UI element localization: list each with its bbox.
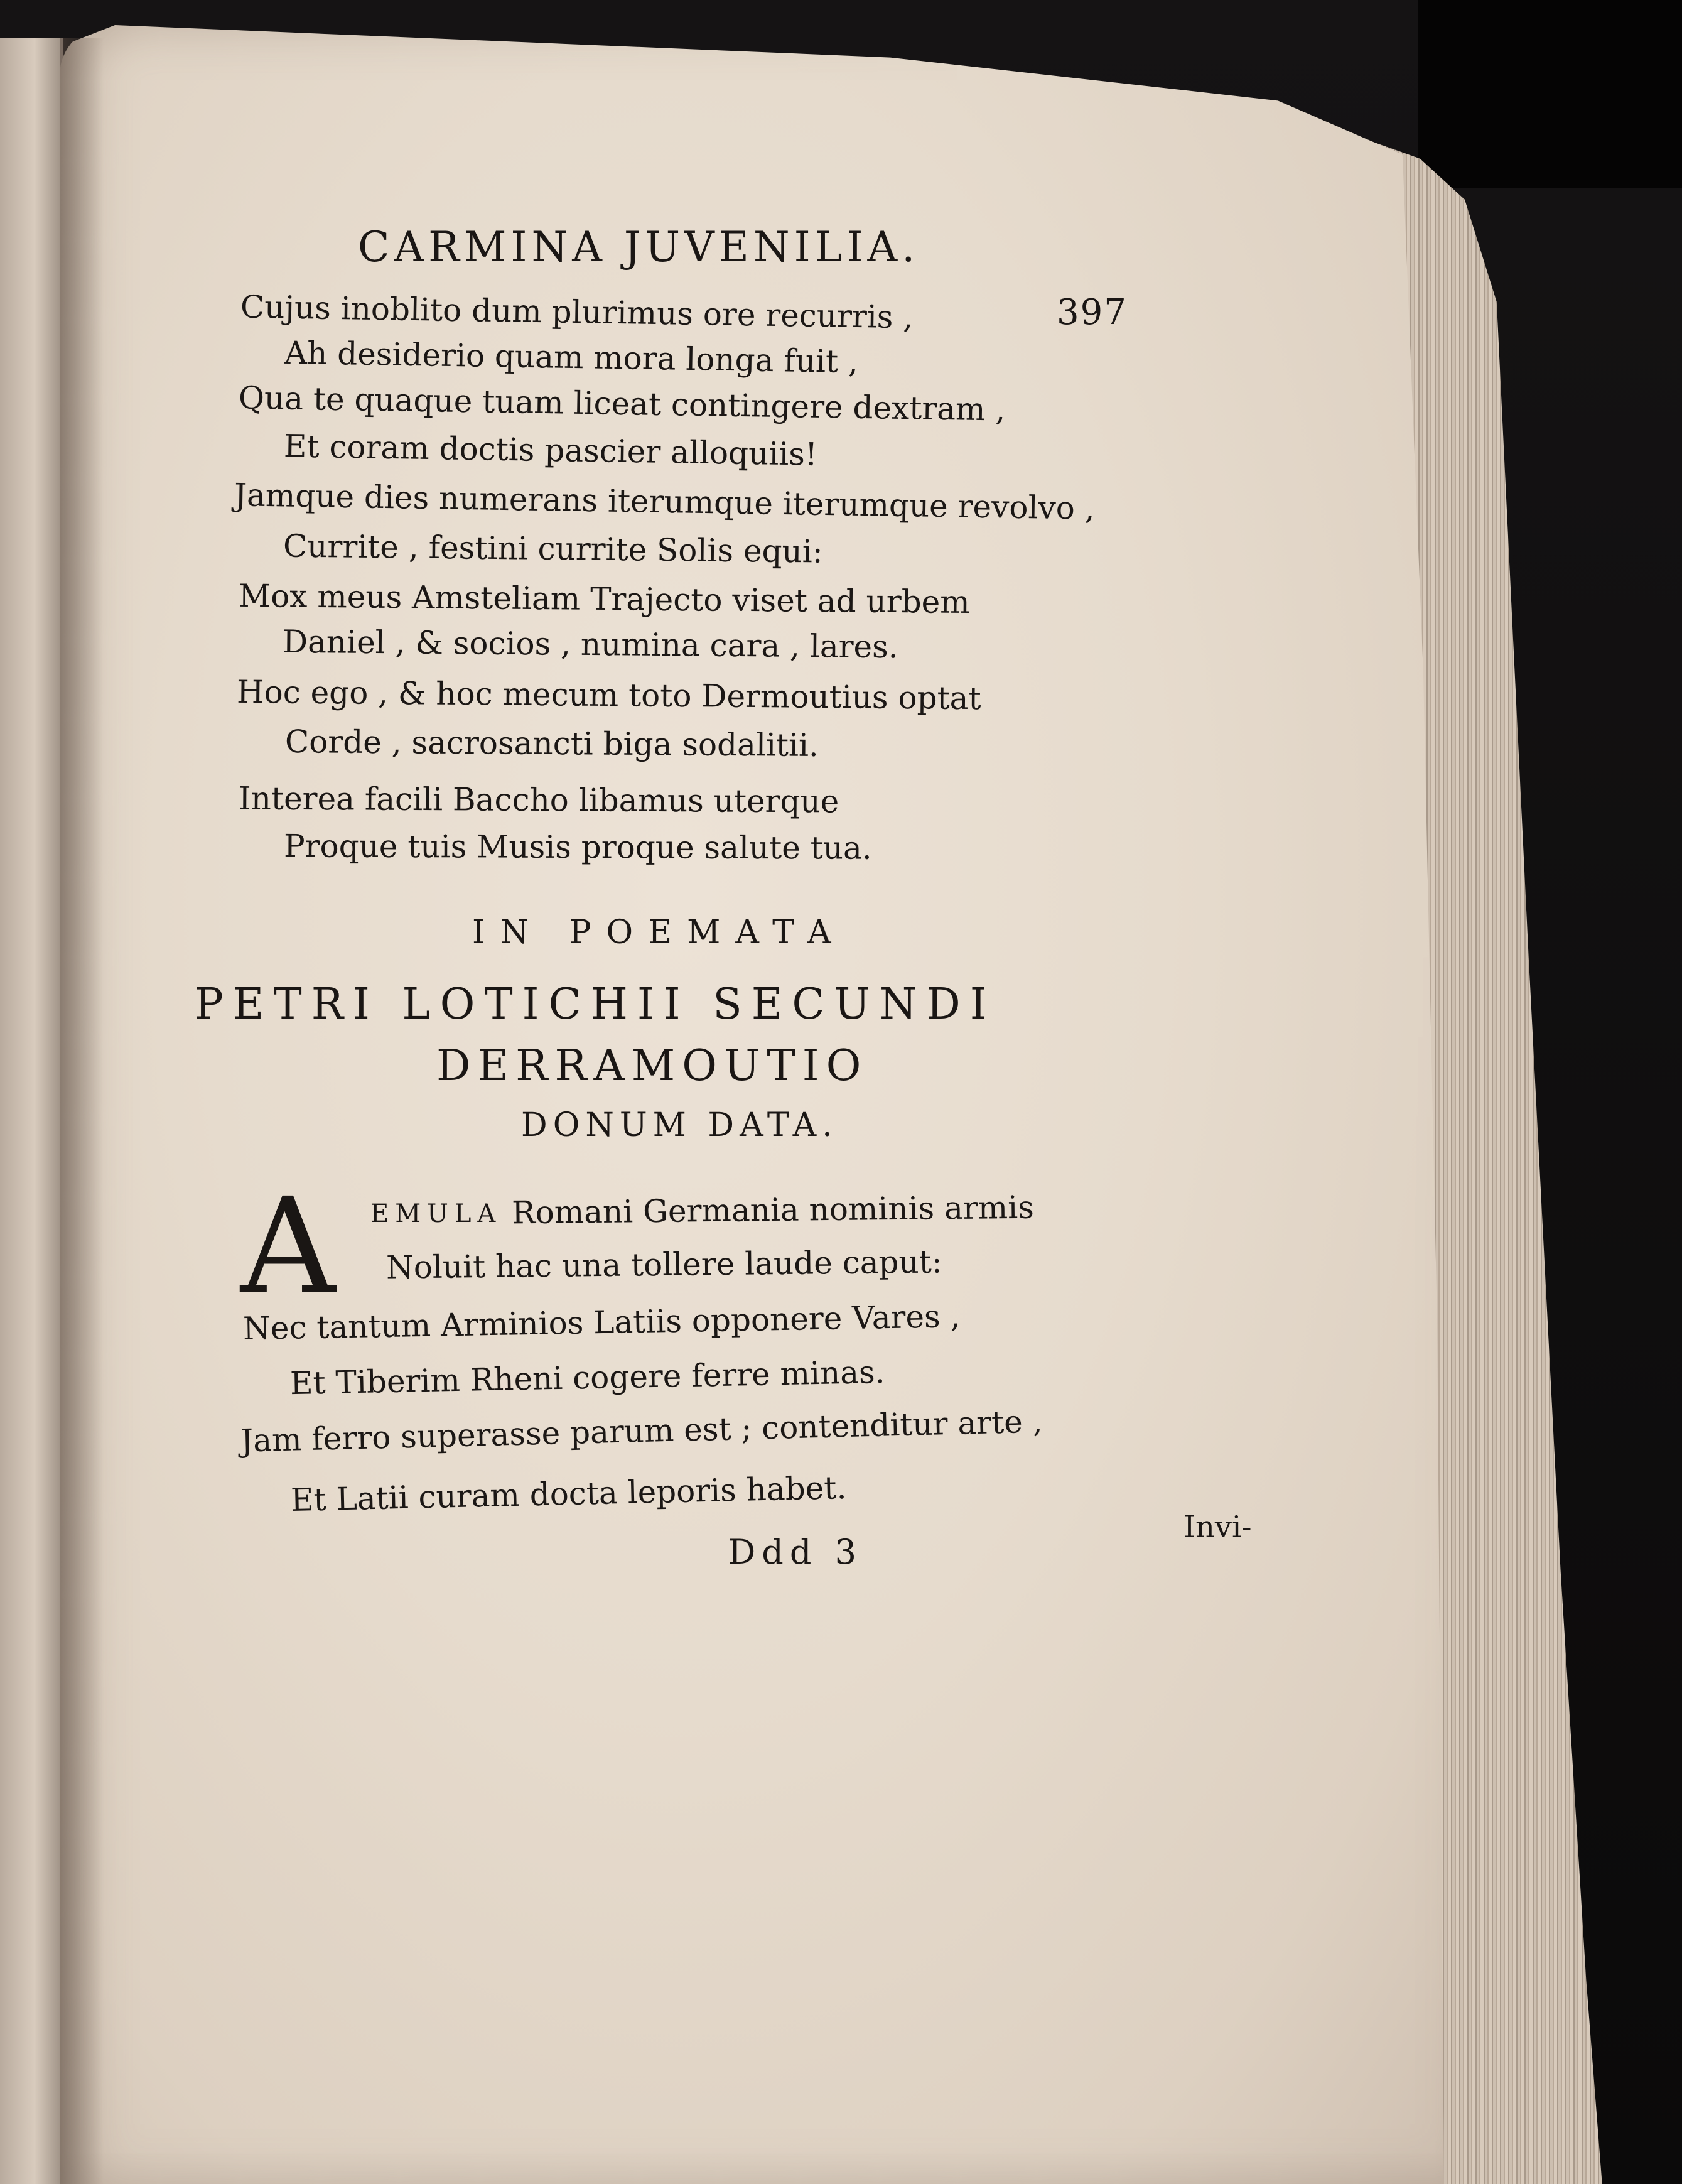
facing-page-edge	[0, 38, 63, 2184]
verse-line: Noluit hac una tollere laude caput:	[385, 1243, 942, 1286]
page-number: 397	[1057, 292, 1128, 333]
running-head: CARMINA JUVENILIA.	[358, 223, 920, 271]
verse-line: Corde , sacrosancti biga sodalitii.	[284, 723, 819, 764]
drop-cap: A	[240, 1169, 336, 1323]
verse-line: Et Tiberim Rheni cogere ferre minas.	[289, 1353, 886, 1402]
verse-line: Et coram doctis pascier alloquiis!	[283, 428, 818, 473]
poem-title-line-2: PETRI LOTICHII SECUNDI	[195, 980, 996, 1029]
poem-title-line-1: IN POEMATA	[472, 914, 846, 951]
verse-line: Et Latii curam docta leporis habet.	[290, 1469, 847, 1519]
catchword: Invi-	[1183, 1510, 1252, 1545]
verse-line: Qua te quaque tuam liceat contingere dextram ,	[238, 379, 1006, 428]
poem-title-line-4: DONUM DATA.	[521, 1106, 838, 1144]
verse-line: Interea facili Baccho libamus uterque	[238, 780, 839, 820]
verse-line: Mox meus Amsteliam Trajecto viset ad urbem	[238, 577, 970, 621]
verse-line: Jam ferro superasse parum est ; contenditur arte ,	[240, 1403, 1043, 1459]
signature-mark: Ddd 3	[728, 1532, 863, 1572]
poem-title-line-3: DERRAMOUTIO	[436, 1041, 868, 1091]
verse-line: Nec tantum Arminios Latiis opponere Vares ,	[242, 1298, 961, 1347]
verse-line: Proque tuis Musis proque salute tua.	[283, 828, 872, 867]
gutter-shadow	[60, 38, 104, 2184]
lead-small-caps: EMULA	[370, 1199, 502, 1228]
verse-line: Daniel , & socios , numina cara , lares.	[282, 623, 898, 666]
verse-line: Jamque dies numerans iterumque iterumque revolvo ,	[234, 477, 1096, 527]
background-shadow	[1418, 0, 1682, 188]
verse-line: Hoc ego , & hoc mecum toto Dermoutius optat	[236, 673, 981, 717]
verse-line: Currite , festini currite Solis equi:	[283, 527, 823, 570]
verse-line: Romani Germania nominis armis	[511, 1189, 1035, 1231]
verse-line: Cujus inoblito dum plurimus ore recurris ,	[240, 288, 914, 336]
verse-line: Ah desiderio quam mora longa fuit ,	[284, 334, 859, 381]
